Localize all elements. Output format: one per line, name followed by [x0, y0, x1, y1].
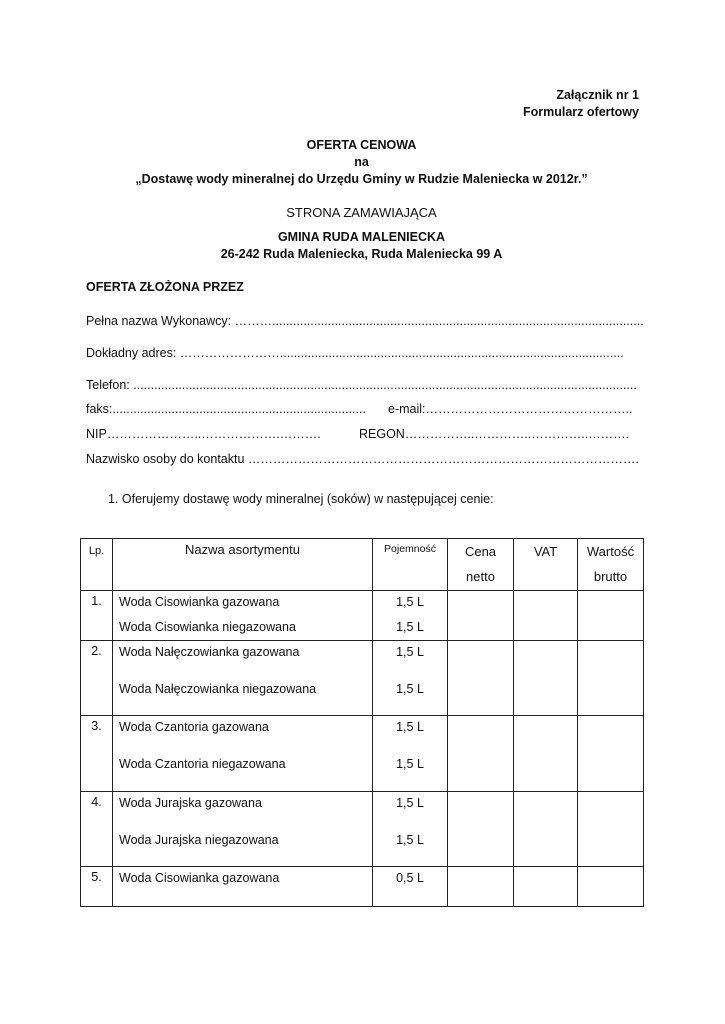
- net-price-cell[interactable]: [448, 641, 514, 716]
- contractor-name-field[interactable]: Pełna nazwa Wykonawcy: ………...........................................................................................................: [86, 314, 644, 328]
- item-name: Woda Cisowianka gazowana: [119, 871, 280, 885]
- table-row: [81, 641, 644, 716]
- row-item-names: [113, 792, 373, 867]
- header-vat: VAT: [514, 539, 578, 591]
- item-name: Woda Jurajska gazowana: [119, 796, 262, 810]
- email-field[interactable]: e-mail:…………………………………………..: [388, 402, 633, 416]
- row-lp: 5.: [81, 867, 113, 907]
- price-table: [80, 538, 644, 907]
- row-item-names: [113, 867, 373, 907]
- net-price-cell[interactable]: [448, 792, 514, 867]
- gross-value-cell[interactable]: [578, 641, 644, 716]
- offer-by-heading: OFERTA ZŁOŻONA PRZEZ: [86, 280, 244, 294]
- buyer-label: STRONA ZAMAWIAJĄCA: [286, 205, 437, 220]
- row-lp: 2.: [81, 641, 113, 716]
- item-name: Woda Czantoria gazowana: [119, 720, 269, 734]
- capacity-value: 1,5 L: [396, 682, 424, 696]
- capacity-value: 1,5 L: [396, 645, 424, 659]
- table-row: [81, 716, 644, 792]
- vat-cell[interactable]: [514, 716, 578, 792]
- row-capacity: [373, 792, 448, 867]
- net-price-cell[interactable]: [448, 867, 514, 907]
- contact-person-field[interactable]: Nazwisko osoby do kontaktu ………………………………………………………………………………….: [86, 452, 639, 466]
- capacity-value: 1,5 L: [396, 595, 424, 609]
- title-line-1: OFERTA CENOWA: [306, 138, 417, 152]
- vat-cell[interactable]: [514, 867, 578, 907]
- row-capacity: [373, 641, 448, 716]
- fax-field[interactable]: faks:.........................................................................: [86, 402, 366, 416]
- vat-cell[interactable]: [514, 792, 578, 867]
- capacity-value: 1,5 L: [396, 833, 424, 847]
- header-capacity: Pojemność: [373, 539, 448, 591]
- capacity-value: 1,5 L: [396, 720, 424, 734]
- nip-field[interactable]: NIP…………………..……………….……….: [86, 427, 321, 441]
- item-name: Woda Czantoria niegazowana: [119, 757, 286, 771]
- table-row: [81, 591, 644, 641]
- address-field[interactable]: Dokładny adres: ……………………...................................................................................................: [86, 346, 624, 360]
- capacity-value: 1,5 L: [396, 620, 424, 634]
- table-header-row: [81, 539, 644, 591]
- net-price-cell[interactable]: [448, 591, 514, 641]
- row-lp: 3.: [81, 716, 113, 792]
- vat-cell[interactable]: [514, 641, 578, 716]
- title-line-3: „Dostawę wody mineralnej do Urzędu Gminy w Rudzie Maleniecka w 2012r.”: [135, 172, 588, 186]
- offer-statement: 1. Oferujemy dostawę wody mineralnej (soków) w następującej cenie:: [108, 492, 494, 506]
- net-price-cell[interactable]: [448, 716, 514, 792]
- gross-value-cell[interactable]: [578, 867, 644, 907]
- header-lp: Lp.: [81, 539, 113, 591]
- header-gross-line1: Wartość: [586, 544, 635, 559]
- buyer-address: 26-242 Ruda Maleniecka, Ruda Maleniecka 99 A: [220, 247, 503, 261]
- capacity-value: 0,5 L: [396, 871, 424, 885]
- table-row: [81, 867, 644, 907]
- form-name: Formularz ofertowy: [523, 105, 639, 119]
- item-name: Woda Nałęczowianka gazowana: [119, 645, 300, 659]
- title-line-2: na: [354, 155, 369, 169]
- header-item-name: Nazwa asortymentu: [113, 539, 373, 591]
- attachment-number: Załącznik nr 1: [556, 88, 639, 102]
- row-item-names: [113, 641, 373, 716]
- capacity-value: 1,5 L: [396, 757, 424, 771]
- row-capacity: [373, 591, 448, 641]
- gross-value-cell[interactable]: [578, 591, 644, 641]
- capacity-value: 1,5 L: [396, 796, 424, 810]
- phone-field[interactable]: Telefon: .................................................................................................................................................: [86, 378, 637, 392]
- header-net-price: [448, 539, 514, 591]
- buyer-name: GMINA RUDA MALENIECKA: [277, 230, 446, 244]
- item-name: Woda Jurajska niegazowana: [119, 833, 279, 847]
- header-net-price-line2: netto: [466, 569, 495, 584]
- row-item-names: [113, 716, 373, 792]
- item-name: Woda Nałęczowianka niegazowana: [119, 682, 317, 696]
- row-lp: 1.: [81, 591, 113, 641]
- row-lp: 4.: [81, 792, 113, 867]
- header-net-price-line1: Cena: [464, 544, 497, 559]
- row-item-names: [113, 591, 373, 641]
- row-capacity: [373, 867, 448, 907]
- vat-cell[interactable]: [514, 591, 578, 641]
- row-capacity: [373, 716, 448, 792]
- gross-value-cell[interactable]: [578, 792, 644, 867]
- item-name: Woda Cisowianka niegazowana: [119, 620, 296, 634]
- header-gross-value: [578, 539, 644, 591]
- table-row: [81, 792, 644, 867]
- gross-value-cell[interactable]: [578, 716, 644, 792]
- header-gross-line2: brutto: [593, 569, 628, 584]
- item-name: Woda Cisowianka gazowana: [119, 595, 280, 609]
- regon-field[interactable]: REGON……………..…………..…………..……….: [359, 427, 630, 441]
